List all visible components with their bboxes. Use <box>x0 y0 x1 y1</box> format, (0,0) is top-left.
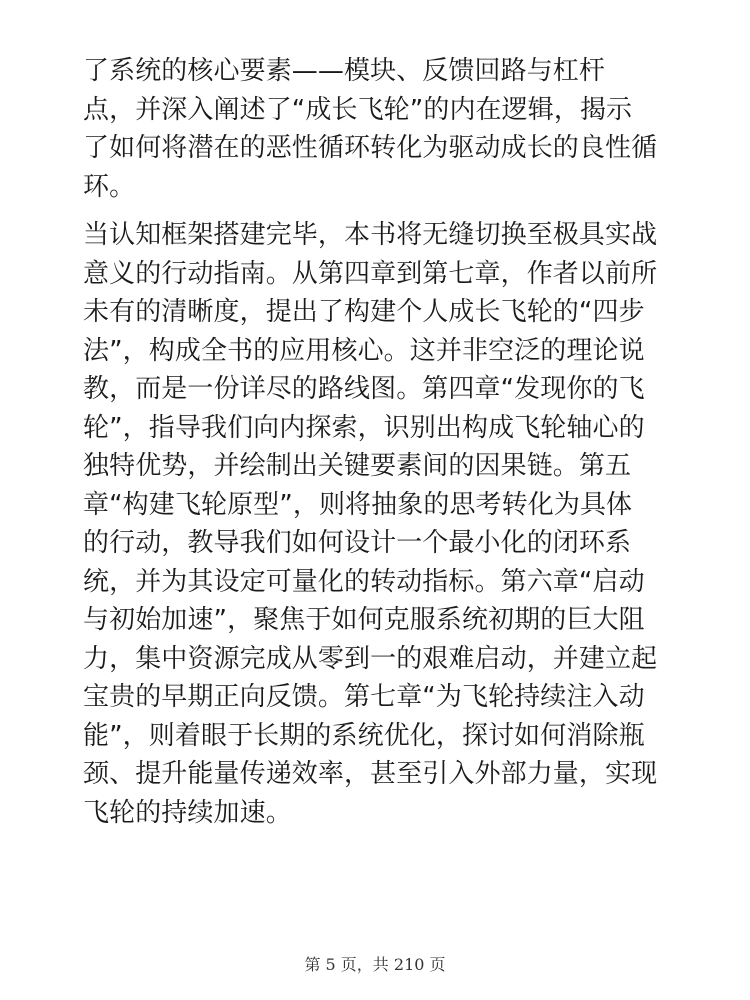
text-line: 了系统的核心要素——模块、反馈回路与杠杆 <box>83 56 606 86</box>
text-line: 章“构建飞轮原型”，则将抽象的思考转化为具体 <box>83 489 633 520</box>
page-body <box>83 52 683 832</box>
text-line: 的行动，教导我们如何设计一个最小化的闭环系 <box>83 528 632 558</box>
text-line: 统，并为其设定可量化的转动指标。第六章“启动 <box>83 566 645 597</box>
text-line: 当认知框架搭建完毕，本书将无缝切换至极具实战 <box>83 220 658 250</box>
text-line: 飞轮的持续加速。 <box>83 797 292 828</box>
text-line: 独特优势，并绘制出关键要素间的因果链。第五 <box>83 451 632 481</box>
page-number: 第 5 页，共 210 页 <box>304 955 446 974</box>
text-line: 了如何将潜在的恶性循环转化为驱动成长的良性循 <box>83 133 658 163</box>
text-line: 与初始加速”，聚焦于如何克服系统初期的巨大阻 <box>83 605 645 635</box>
paragraph-2 <box>83 216 683 832</box>
paragraph-1 <box>83 52 683 206</box>
text-line: 能”，则着眼于长期的系统优化，探讨如何消除瓶 <box>83 720 645 751</box>
text-line: 未有的清晰度，提出了构建个人成长飞轮的“四步 <box>83 297 645 327</box>
text-line: 环。 <box>83 171 136 202</box>
text-line: 力，集中资源完成从零到一的艰难启动，并建立起 <box>83 643 658 674</box>
text-line: 教，而是一份详尽的路线图。第四章“发现你的飞 <box>83 374 645 404</box>
text-line: 法”，构成全书的应用核心。这并非空泛的理论说 <box>83 335 645 366</box>
text-line: 轮”，指导我们向内探索，识别出构成飞轮轴心的 <box>83 412 645 443</box>
text-line: 宝贵的早期正向反馈。第七章“为飞轮持续注入动 <box>83 682 645 712</box>
text-line: 颈、提升能量传递效率，甚至引入外部力量，实现 <box>83 759 658 789</box>
text-line: 点，并深入阐述了“成长飞轮”的内在逻辑，揭示 <box>83 94 633 125</box>
text-line: 意义的行动指南。从第四章到第七章，作者以前所 <box>83 258 658 289</box>
